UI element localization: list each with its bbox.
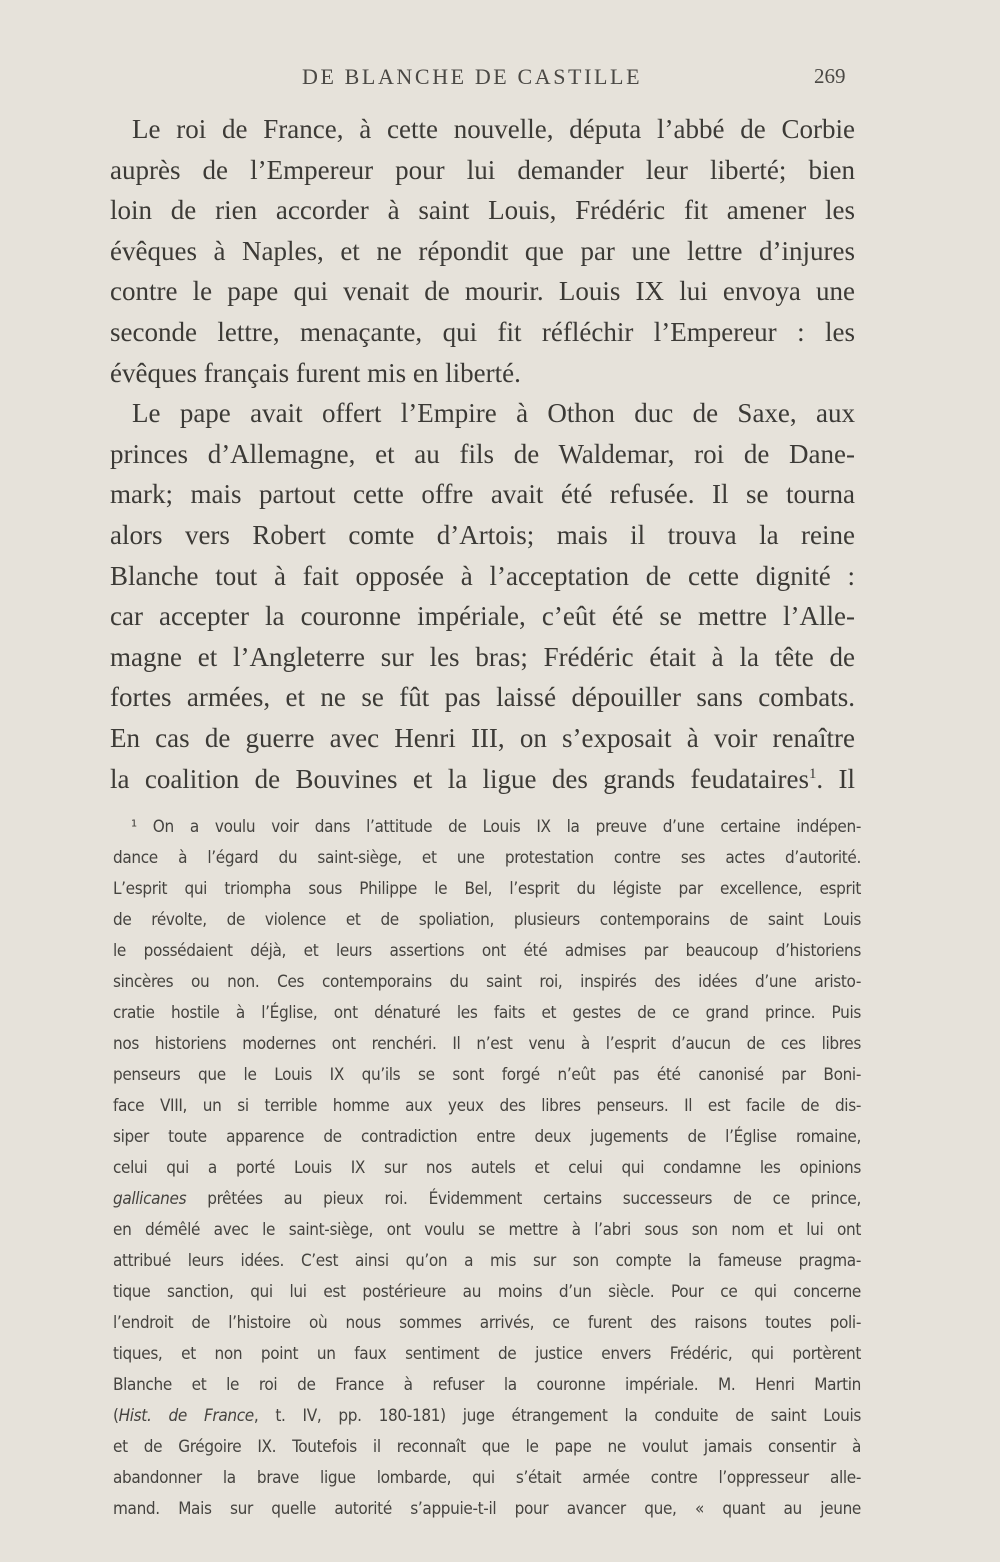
footnote-line: siper toute apparence de contradiction entre deux jugements de l’Église romaine, <box>113 1127 861 1147</box>
footnote-line: L’esprit qui triompha sous Philippe le Bel, l’esprit du légiste par excellence, esprit <box>113 879 861 899</box>
body-line: auprès de l’Empereur pour lui demander leur liberté; bien <box>110 154 855 185</box>
body-line: évêques français furent mis en liberté. <box>110 357 521 388</box>
body-line: princes d’Allemagne, et au fils de Waldemar, roi de Dane- <box>110 438 855 469</box>
footnote-line: dance à l’égard du saint-siège, et une protestation contre ses actes d’autorité. <box>113 848 861 868</box>
footnote-line-text: , t. IV, pp. 180-181) juge étrangement la conduite de saint Louis <box>253 1406 861 1426</box>
body-line: Le roi de France, à cette nouvelle, députa l’abbé de Corbie <box>132 114 855 144</box>
body-line <box>110 759 855 800</box>
paren-open: ( <box>113 1406 119 1426</box>
body-line: En cas de guerre avec Henri III, on s’exposait à voir renaître <box>110 722 855 753</box>
footnote-line: en démêlé avec le saint-siège, ont voulu se mettre à l’abri sous son nom et lui ont <box>113 1220 861 1240</box>
footnote-line: ¹ On a voulu voir dans l’attitude de Louis IX la preuve d’une certaine indépen- <box>131 817 861 837</box>
footnote-line: mand. Mais sur quelle autorité s’appuie-t-il pour avancer que, « quant au jeune <box>113 1499 861 1519</box>
footnote-line: celui qui a porté Louis IX sur nos autels et celui qui condamne les opinions <box>113 1158 861 1178</box>
body-line: Le pape avait offert l’Empire à Othon duc de Saxe, aux <box>132 398 855 429</box>
italic-term: gallicanes <box>113 1189 187 1209</box>
body-line: fortes armées, et ne se fût pas laissé dépouiller sans combats. <box>110 682 855 713</box>
body-line: car accepter la couronne impériale, c’eût été se mettre l’Alle- <box>110 601 855 632</box>
footnote-line: nos historiens modernes ont renchéri. Il n’est venu à l’esprit d’aucun de ces libres <box>113 1034 861 1054</box>
footnote-line: de révolte, de violence et de spoliation, plusieurs contemporains de saint Louis <box>113 910 861 930</box>
body-line: alors vers Robert comte d’Artois; mais il trouva la reine <box>110 519 855 550</box>
footnote-ref[interactable]: 1 <box>808 765 817 782</box>
footnote-line: Blanche et le roi de France à refuser la couronne impériale. M. Henri Martin <box>113 1375 861 1395</box>
footnote <box>113 812 861 1525</box>
body-line: loin de rien accorder à saint Louis, Frédéric fit amener les <box>110 195 855 226</box>
running-head <box>0 64 1000 94</box>
footnote-line <box>113 1184 861 1215</box>
running-title: DE BLANCHE DE CASTILLE <box>302 64 643 89</box>
footnote-line: face VIII, un si terrible homme aux yeux des libres penseurs. Il est facile de dis- <box>113 1096 861 1116</box>
body-line: seconde lettre, menaçante, qui fit réfléchir l’Empereur : les <box>110 316 855 347</box>
footnote-line: sincères ou non. Ces contemporains du saint roi, inspirés des idées d’une aristo- <box>113 972 861 992</box>
footnote-line: penseurs que le Louis IX qu’ils se sont forgé n’eût pas été canonisé par Boni- <box>113 1065 861 1085</box>
footnote-line: attribué leurs idées. C’est ainsi qu’on a mis sur son compte la fameuse pragma- <box>113 1251 861 1271</box>
citation-title: Hist. de France <box>118 1406 254 1426</box>
footnote-line: tiques, et non point un faux sentiment de justice envers Frédéric, qui portèrent <box>113 1344 861 1364</box>
footnote-line: l’endroit de l’histoire où nous sommes arrivés, ce furent des raisons toutes poli- <box>113 1313 861 1333</box>
body-line: mark; mais partout cette offre avait été refusée. Il se tourna <box>110 479 855 510</box>
footnote-line: abandonner la brave ligue lombarde, qui s’était armée contre l’oppresseur alle- <box>113 1468 861 1488</box>
main-text <box>110 109 855 799</box>
body-line-tail: . Il <box>816 763 855 794</box>
body-line: Blanche tout à fait opposée à l’acceptation de cette dignité : <box>110 560 855 591</box>
body-line: contre le pape qui venait de mourir. Louis IX lui envoya une <box>110 276 855 307</box>
footnote-line: tique sanction, qui lui est postérieure au moins d’un siècle. Pour ce qui concerne <box>113 1282 861 1302</box>
body-line: évêques à Naples, et ne répondit que par une lettre d’injures <box>110 235 855 266</box>
footnote-line: cratie hostile à l’Église, ont dénaturé les faits et gestes de ce grand prince. Puis <box>113 1003 861 1023</box>
footnote-line-text: prêtées au pieux roi. Évidemment certains successeurs de ce prince, <box>186 1189 861 1209</box>
footnote-line: et de Grégoire IX. Toutefois il reconnaît que le pape ne voulut jamais consentir à <box>113 1437 861 1457</box>
body-line: magne et l’Angleterre sur les bras; Frédéric était à la tête de <box>110 641 855 672</box>
page-number: 269 <box>814 64 846 88</box>
footnote-line: le possédaient déjà, et leurs assertions ont été admises par beaucoup d’historiens <box>113 941 861 961</box>
footnote-line <box>113 1401 861 1432</box>
body-line-text: la coalition de Bouvines et la ligue des grands feudataires <box>110 763 809 794</box>
